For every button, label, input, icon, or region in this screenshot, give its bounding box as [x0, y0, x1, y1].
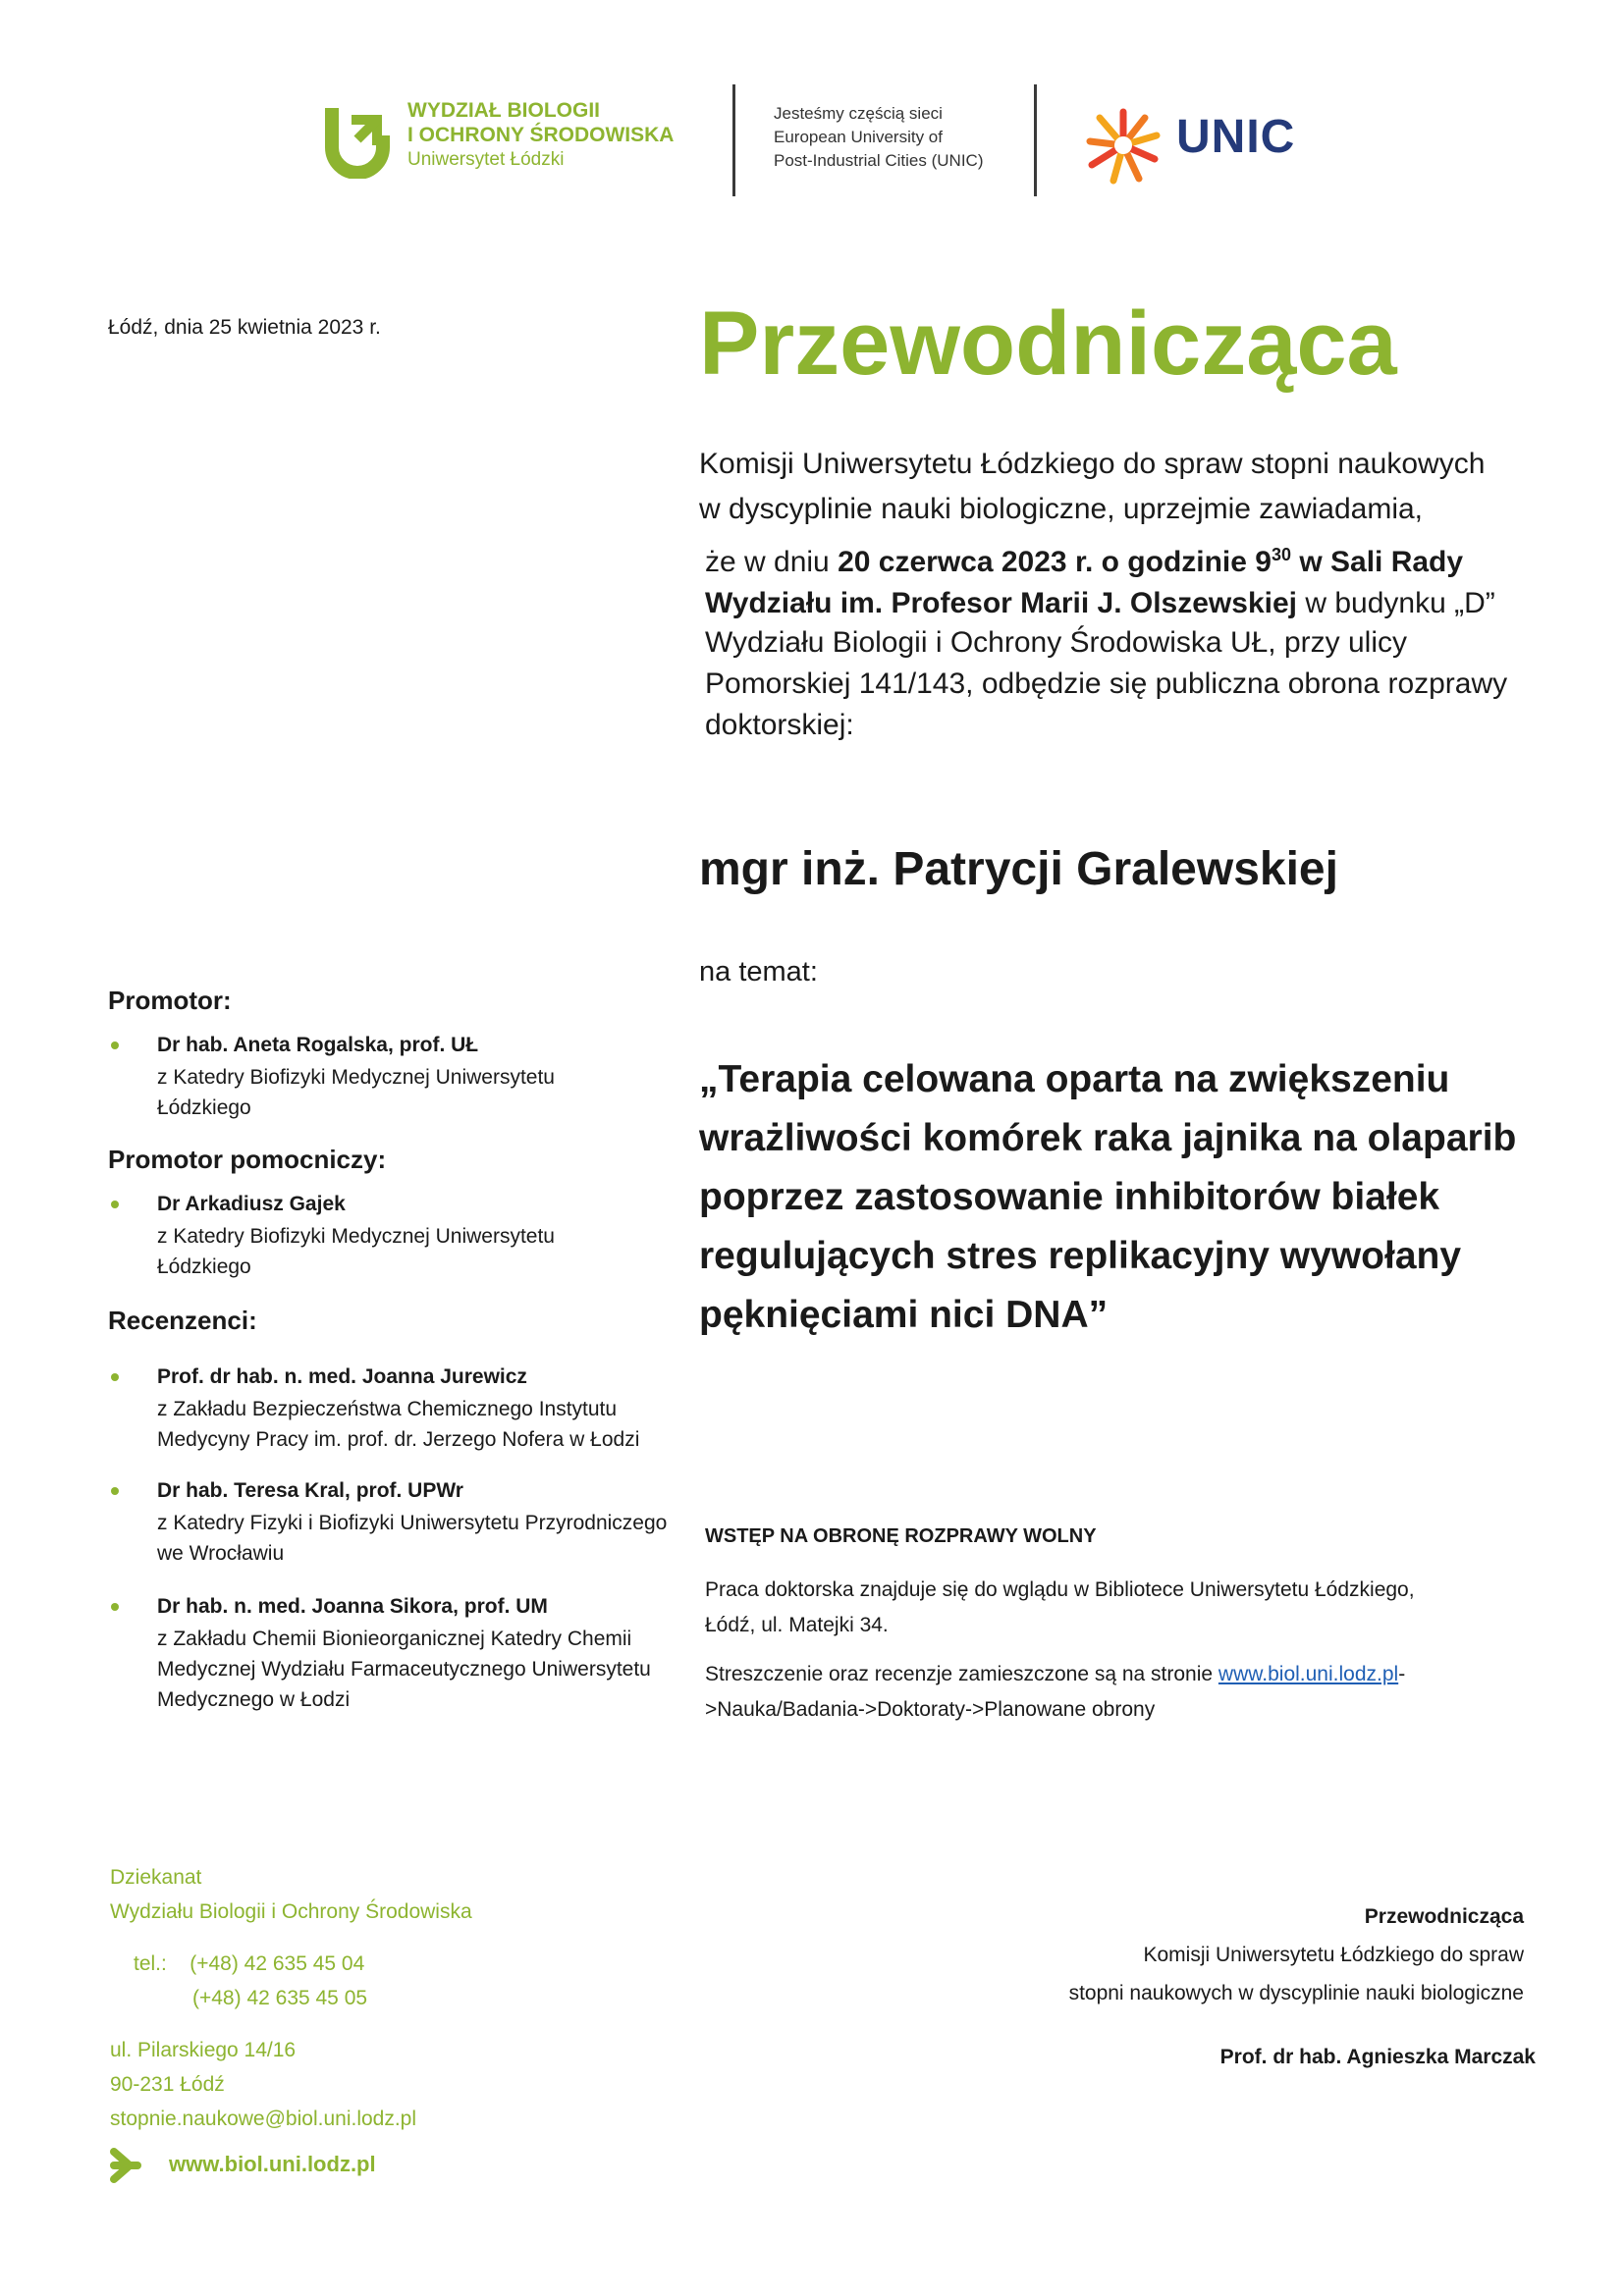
office-name: Dziekanat [110, 1866, 202, 1889]
person-affiliation: Medycznej Wydziału Farmaceutycznego Uniwersytetu [157, 1658, 651, 1681]
header-divider [732, 84, 735, 196]
address-street: ul. Pilarskiego 14/16 [110, 2039, 297, 2061]
bullet-icon [111, 1487, 119, 1495]
assistant-promotor-heading: Promotor pomocniczy: [108, 1145, 387, 1174]
assistant-promotor-entry [157, 1188, 707, 1282]
thesis-line: regulujących stres replikacyjny wywołany [699, 1235, 1462, 1277]
person-affiliation: we Wrocławiu [157, 1542, 285, 1565]
faculty-website-link[interactable]: www.biol.uni.lodz.pl [1218, 1663, 1399, 1685]
unic-line-1: Jesteśmy częścią sieci [774, 104, 943, 123]
signature-block [1068, 1897, 1536, 2076]
person-affiliation: z Katedry Biofizyki Medycznej Uniwersytetu [157, 1225, 555, 1248]
page-title: Przewodnicząca [699, 294, 1397, 394]
faculty-line-2: I OCHRONY ŚRODOWISKA [407, 124, 675, 146]
person-name: Dr hab. Aneta Rogalska, prof. UŁ [157, 1034, 479, 1056]
website-link[interactable]: www.biol.uni.lodz.pl [169, 2152, 376, 2176]
thesis-line: pęknięciami nici DNA” [699, 1294, 1109, 1336]
promotor-heading: Promotor: [108, 986, 232, 1015]
unic-network-text [774, 102, 984, 173]
person-affiliation: z Katedry Biofizyki Medycznej Uniwersytetu [157, 1066, 555, 1089]
promotor-entry [157, 1029, 707, 1123]
reviewer-entry [157, 1361, 707, 1455]
phone-line: (+48) 42 635 45 05 [192, 1987, 368, 2009]
intro-line: Wydziału Biologii i Ochrony Środowiska UŁ, przy ulicy [705, 626, 1407, 659]
person-name: Dr hab. n. med. Joanna Sikora, prof. UM [157, 1595, 548, 1618]
person-affiliation: z Katedry Fizyki i Biofizyki Uniwersytetu Przyrodniczego [157, 1512, 668, 1534]
signature-line: Komisji Uniwersytetu Łódzkiego do spraw [1143, 1944, 1524, 1966]
candidate-name: mgr inż. Patrycji Gralewskiej [699, 843, 1338, 895]
person-affiliation: Medycznego w Łodzi [157, 1688, 351, 1711]
email-address[interactable]: stopnie.naukowe@biol.uni.lodz.pl [110, 2108, 417, 2130]
library-notice: Praca doktorska znajduje się do wglądu w Bibliotece Uniwersytetu Łódzkiego, Łódź, ul. Matejki 34. [705, 1578, 1415, 1636]
signatory-name: Prof. dr hab. Agnieszka Marczak [1219, 2046, 1536, 2068]
signature-title: Przewodnicząca [1364, 1905, 1524, 1928]
person-affiliation: Łódzkiego [157, 1096, 251, 1119]
bullet-icon [111, 1041, 119, 1049]
thesis-line: „Terapia celowana oparta na zwiększeniu [699, 1058, 1450, 1100]
intro-line: doktorskiej: [705, 709, 854, 741]
address-city: 90-231 Łódź [110, 2073, 225, 2096]
unic-wordmark: UNIC [1176, 111, 1296, 163]
thesis-line: wrażliwości komórek raka jajnika na olaparib [699, 1117, 1517, 1159]
intro-line: Komisji Uniwersytetu Łódzkiego do spraw stopni naukowych [699, 448, 1486, 480]
faculty-line-1: WYDZIAŁ BIOLOGII [407, 99, 600, 122]
summary-notice: Streszczenie oraz recenzje zamieszczone są na stronie www.biol.uni.lodz.pl- >Nauka/Badania->Doktoraty->Planowane obrony [705, 1663, 1406, 1721]
faculty-logo-icon [322, 100, 393, 179]
topic-label: na temat: [699, 956, 818, 988]
signature-line: stopni naukowych w dyscyplinie nauki biologiczne [1068, 1982, 1524, 2004]
unic-starburst-icon [1084, 106, 1163, 185]
unic-line-2: European University of [774, 128, 943, 146]
intro-line: że w dniu 20 czerwca 2023 r. o godzinie $9^{30}$ w Sali Rady [705, 545, 1464, 578]
phone-line: tel.: (+48) 42 635 45 04 [134, 1952, 365, 1975]
person-affiliation: Medycyny Pracy im. prof. dr. Jerzego Nofera w Łodzi [157, 1428, 640, 1451]
thesis-line: poprzez zastosowanie inhibitorów białek [699, 1176, 1440, 1218]
reviewers-heading: Recenzenci: [108, 1306, 257, 1335]
intro-line: w dyscyplinie nauki biologiczne, uprzejmie zawiadamia, [699, 493, 1424, 525]
free-entry-notice: WSTĘP NA OBRONĘ ROZPRAWY WOLNY [705, 1525, 1097, 1547]
person-affiliation: z Zakładu Chemii Bionieorganicznej Katedry Chemii [157, 1628, 632, 1650]
reviewer-entry [157, 1474, 707, 1569]
person-name: Dr Arkadiusz Gajek [157, 1193, 346, 1215]
dean-office-contact [110, 1860, 472, 2136]
arrow-right-icon [110, 2148, 143, 2183]
bullet-icon [111, 1603, 119, 1611]
bullet-icon [111, 1373, 119, 1381]
office-faculty: Wydziału Biologii i Ochrony Środowiska [110, 1900, 472, 1923]
header-divider-2 [1034, 84, 1037, 196]
person-affiliation: z Zakładu Bezpieczeństwa Chemicznego Instytutu [157, 1398, 618, 1420]
person-name: Prof. dr hab. n. med. Joanna Jurewicz [157, 1365, 527, 1388]
person-affiliation: Łódzkiego [157, 1255, 251, 1278]
intro-line: Pomorskiej 141/143, odbędzie się publiczna obrona rozprawy [705, 667, 1508, 700]
document-date: Łódź, dnia 25 kwietnia 2023 r. [108, 316, 381, 339]
unic-line-3: Post-Industrial Cities (UNIC) [774, 151, 984, 170]
bullet-icon [111, 1201, 119, 1208]
announcement-text [699, 442, 1543, 746]
intro-line: Wydziału im. Profesor Marii J. Olszewskiej w budynku „D” [705, 587, 1495, 619]
reviewer-entry [157, 1590, 707, 1715]
faculty-line-3: Uniwersytet Łódzki [407, 149, 565, 170]
thesis-title [699, 1050, 1563, 1345]
faculty-name [407, 98, 674, 172]
person-name: Dr hab. Teresa Kral, prof. UPWr [157, 1479, 463, 1502]
